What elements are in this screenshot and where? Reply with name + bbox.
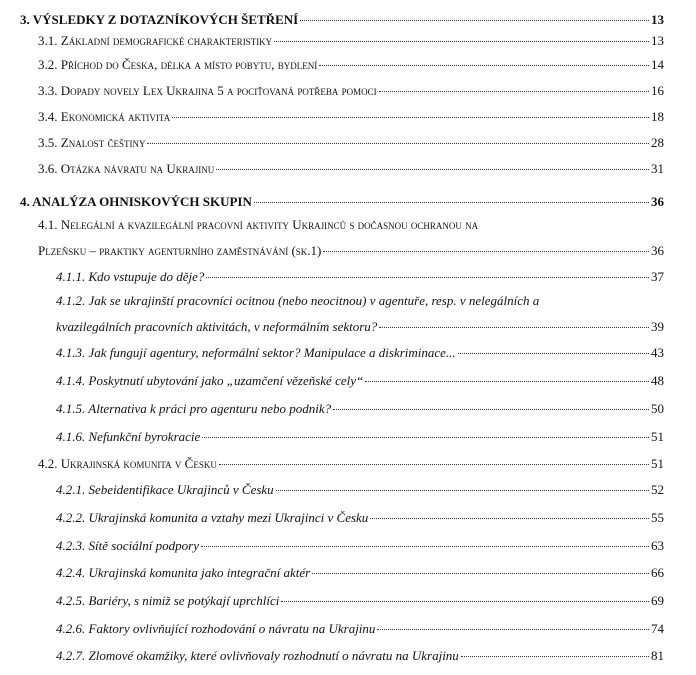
toc-line [38, 109, 664, 125]
toc-entry-title: 4.2.3. Sítě sociální podpory [56, 538, 199, 553]
toc-entry-title: 4.2.6. Faktory ovlivňující rozhodování o návratu na Ukrajinu [56, 621, 376, 636]
toc-page-number: 18 [651, 109, 664, 124]
toc-page-number: 52 [651, 482, 664, 497]
toc-line [38, 456, 664, 472]
toc-entry-title: 3.3. Dopady novely Lex Ukrajina 5 a pociťovaná potřeba pomoci [38, 83, 377, 98]
toc-page-number: 39 [651, 319, 664, 334]
dot-leader [219, 464, 649, 465]
toc-line [38, 243, 664, 259]
toc-entry-title: Plzeňsku – praktiky agenturního zaměstnávání (sk.1) [38, 243, 322, 258]
toc-entry-title: 4.1.1. Kdo vstupuje do děje? [56, 269, 205, 284]
toc-entry-title: 3. VÝSLEDKY Z DOTAZNÍKOVÝCH ŠETŘENÍ [20, 12, 299, 27]
toc-entry-title: 4.1.3. Jak fungují agentury, neformální sektor? Manipulace a diskriminace... [56, 345, 456, 360]
toc-line [56, 269, 664, 285]
dot-leader [206, 277, 649, 278]
toc-entry-title: 3.2. Příchod do Česka, délka a místo pobytu, bydlení [38, 57, 318, 72]
dot-leader [147, 143, 649, 144]
dot-leader [202, 437, 649, 438]
toc-page-number: 66 [651, 565, 664, 580]
toc-page-number: 50 [651, 401, 664, 416]
toc-entry-title: 4.1.6. Nefunkční byrokracie [56, 429, 201, 444]
toc-line [56, 510, 664, 526]
dot-leader [377, 629, 649, 630]
toc-page-number: 13 [651, 33, 664, 48]
toc-entry-title: 4.2.2. Ukrajinská komunita a vztahy mezi Ukrajinci v Česku [56, 510, 369, 525]
toc-entry-title: 3.5. Znalost češtiny [38, 135, 146, 150]
dot-leader [172, 117, 649, 118]
toc-line [38, 161, 664, 177]
dot-leader [201, 546, 649, 547]
dot-leader [254, 202, 649, 203]
toc-entry-title: kvazilegálních pracovních aktivitách, v neformálním sektoru? [56, 319, 378, 334]
toc-line [20, 12, 664, 28]
toc-page-number: 16 [651, 83, 664, 98]
dot-leader [323, 251, 649, 252]
toc-page-number: 55 [651, 510, 664, 525]
dot-leader [276, 490, 649, 491]
toc-line [56, 373, 664, 389]
toc-entry-title: 3.6. Otázka návratu na Ukrajinu [38, 161, 215, 176]
toc-entry-title: 4.1. Nelegální a kvazilegální pracovní aktivity Ukrajinců s dočasnou ochranou na [38, 217, 479, 232]
toc-entry-title: 4. ANALÝZA OHNISKOVÝCH SKUPIN [20, 194, 252, 209]
toc-entry-title: 4.2. Ukrajinská komunita v Česku [38, 456, 217, 471]
toc-page-number: 48 [651, 373, 664, 388]
toc-page-number: 51 [651, 456, 664, 471]
toc-page-number: 63 [651, 538, 664, 553]
toc-line [20, 194, 664, 210]
toc-line [56, 482, 664, 498]
toc-entry-title: 4.1.5. Alternativa k práci pro agenturu nebo podnik? [56, 401, 332, 416]
toc-line [38, 83, 664, 99]
toc-entry-title: 4.1.4. Poskytnutí ubytování jako „uzamčení vězeňské cely“ [56, 373, 364, 388]
dot-leader [300, 20, 649, 21]
dot-leader [281, 601, 649, 602]
toc-line [56, 648, 664, 664]
dot-leader [458, 353, 649, 354]
dot-leader [370, 518, 649, 519]
toc-entry-title: 4.2.5. Bariéry, s nimiž se potýkají uprchlíci [56, 593, 280, 608]
toc-line [56, 621, 664, 637]
toc-line [56, 401, 664, 417]
dot-leader [379, 91, 649, 92]
toc-page-number: 81 [651, 648, 664, 663]
toc-page-number: 51 [651, 429, 664, 444]
toc-line [38, 217, 664, 233]
toc-line [38, 33, 664, 49]
toc-page-number: 36 [651, 243, 664, 258]
toc-line [56, 429, 664, 445]
toc-entry-title: 3.1. Základní demografické charakteristiky [38, 33, 273, 48]
dot-leader [365, 381, 649, 382]
toc-page-number: 13 [651, 12, 664, 27]
toc-page-number: 43 [651, 345, 664, 360]
toc-entry-title: 4.2.4. Ukrajinská komunita jako integrační aktér [56, 565, 311, 580]
toc-page-number: 36 [651, 194, 664, 209]
toc-line [38, 57, 664, 73]
toc-entry-title: 4.2.7. Zlomové okamžiky, které ovlivňovaly rozhodnutí o návratu na Ukrajinu [56, 648, 459, 663]
dot-leader [216, 169, 649, 170]
dot-leader [379, 327, 649, 328]
dot-leader [319, 65, 649, 66]
dot-leader [312, 573, 649, 574]
toc-page-number: 31 [651, 161, 664, 176]
toc-page-number: 28 [651, 135, 664, 150]
dot-leader [274, 41, 649, 42]
toc-line [56, 538, 664, 554]
dot-leader [333, 409, 649, 410]
toc-line [38, 135, 664, 151]
toc-page-number: 69 [651, 593, 664, 608]
toc-line [56, 565, 664, 581]
toc-line [56, 345, 664, 361]
toc-line [56, 593, 664, 609]
toc-page-number: 74 [651, 621, 664, 636]
dot-leader [461, 656, 649, 657]
toc-entry-title: 3.4. Ekonomická aktivita [38, 109, 171, 124]
toc-entry-title: 4.2.1. Sebeidentifikace Ukrajinců v Česku [56, 482, 274, 497]
toc-page-number: 14 [651, 57, 664, 72]
toc-page-number: 37 [651, 269, 664, 284]
toc-line [56, 319, 664, 335]
toc-entry-title: 4.1.2. Jak se ukrajinští pracovníci ocitnou (nebo neocitnou) v agentuře, resp. v nelegálních a [56, 293, 540, 308]
toc-line [56, 293, 664, 309]
